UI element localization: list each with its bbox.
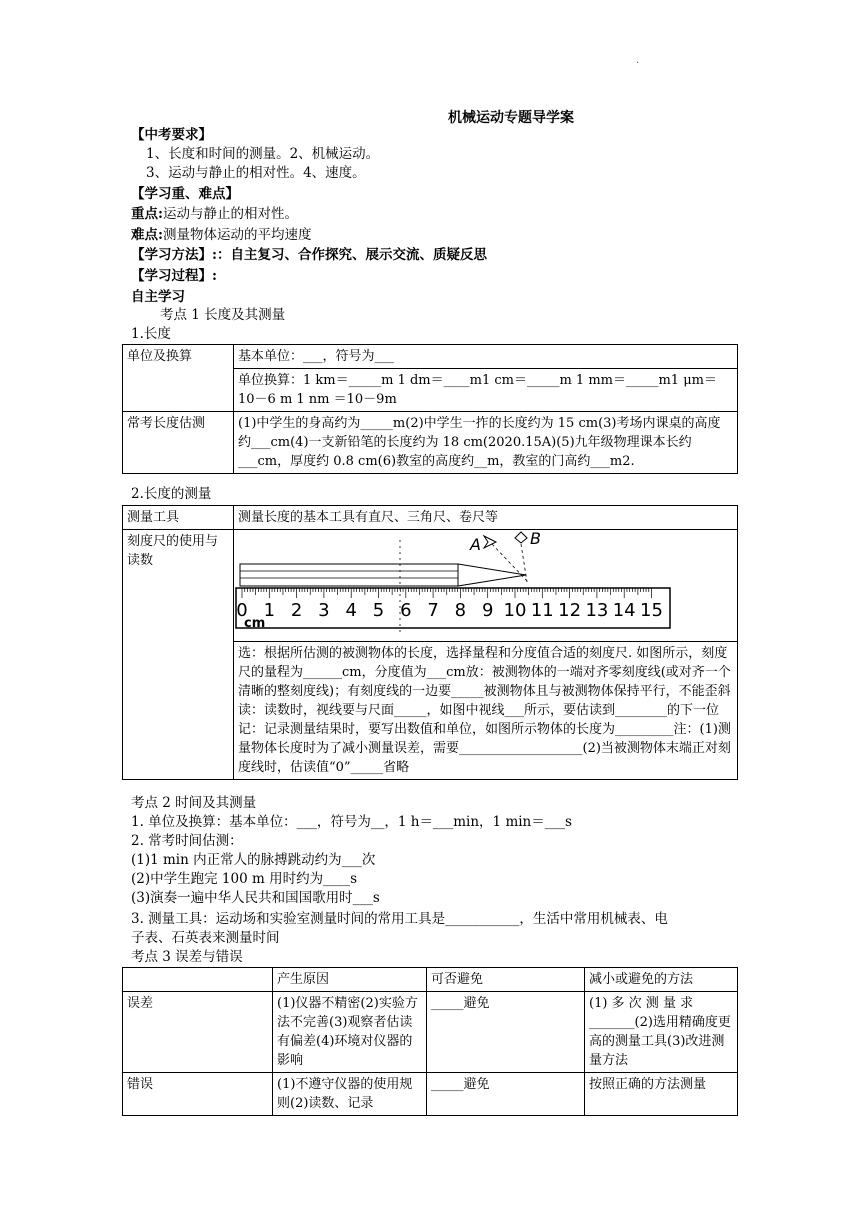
ruler-instructions-cell: 选：根据所估测的被测物体的长度，选择量程和分度值合适的刻度尺. 如图所示，刻度尺的量程为______cm，分度值为___cm放：被测物体的一端对齐零刻度线(或对齐一个清晰的整刻度线)；有刻度线的一边要_____被测物体且与被测物体保持平行，不能歪斜读：读数时，视线要与尺面_____，如图中视线___所示，要估读到________的下一位记：记录测量结果时，要写出数值和单位，如图所示物体的长度为_________注：(1)测量物体长度时为了减小测量误差，需要___________________(2)当被测物体末端正对刻度线时，估读值“0”_____省略 [234, 642, 738, 780]
ruler-figure [234, 530, 734, 635]
eye-b-icon [515, 532, 527, 543]
kp2-line-5: (3)演奏一遍中华人民共和国国歌用时___s [131, 890, 380, 906]
table-row [123, 506, 738, 530]
ruler-number: 13 [585, 600, 609, 621]
section-measure: 2.长度的测量 [131, 486, 212, 502]
unit-conversion-cell: 单位换算：1 km＝_____m 1 dm＝____m1 cm＝_____m 1 mm＝_____m1 μm＝10－6 m 1 nm ＝10－9m [234, 369, 738, 412]
section-length: 1.长度 [131, 326, 171, 342]
difficult-text: 测量物体运动的平均速度 [162, 227, 312, 243]
kp3-title: 考点 3 误差与错误 [131, 949, 243, 965]
kp2-line-1: 1. 单位及换算：基本单位：___，符号为__，1 h＝___min，1 min＝___s [131, 814, 572, 830]
difficult-label: 难点: [131, 227, 163, 243]
mistake-label: 错误 [123, 1073, 273, 1116]
keypoints-heading: 【学习重、难点】 [131, 186, 239, 202]
ruler-number: 2 [290, 600, 303, 621]
table-row [123, 530, 738, 642]
error-cause: (1)仪器不精密(2)实验方法不完善(3)观察者估读有偏差(4)环境对仪器的影响 [273, 992, 427, 1073]
ruler-number: 3 [318, 600, 330, 621]
error-table [122, 967, 738, 1116]
ruler-number: 10 [503, 600, 527, 621]
ruler-figure-cell [234, 530, 738, 642]
kp2-line-7: 子表、石英表来测量时间 [131, 930, 280, 946]
key-point [131, 205, 298, 224]
mistake-cause: (1)不遵守仪器的使用规则(2)读数、记录 [273, 1073, 427, 1116]
self-study-heading: 自主学习 [131, 289, 185, 305]
ruler-number: 12 [558, 600, 582, 621]
ruler [236, 530, 670, 635]
method-line: 【学习方法】:：自主复习、合作探究、展示交流、质疑反思 [131, 247, 487, 263]
base-unit-cell: 基本单位：___，符号为___ [234, 345, 738, 369]
ruler-number: 4 [345, 600, 357, 621]
requirements-line-2: 3、运动与静止的相对性。4、速度。 [146, 165, 366, 181]
key-text: 运动与静止的相对性。 [162, 206, 298, 222]
kp2-line-4: (2)中学生跑完 100 m 用时约为____s [131, 871, 357, 887]
length-estimation-cell: (1)中学生的身高约为_____m(2)中学生一拃的长度约为 15 cm(3)考场内课桌的高度约___cm(4)一支新铅笔的长度约为 18 cm(2020.15A)(5)九年级物理课本长约___cm，厚度约 0.8 cm(6)教室的高度约__m，教室的门高约___m2. [234, 412, 738, 474]
corner-dot: · [636, 58, 640, 69]
table-row [123, 345, 738, 369]
error-method: (1) 多 次 测 量 求_______(2)选用精确度更高的测量工具(3)改进测量方法 [585, 992, 738, 1073]
key-label: 重点: [131, 206, 163, 222]
sight-line-b [521, 544, 527, 582]
ruler-number: 11 [530, 600, 554, 621]
requirements-heading: 【中考要求】 [131, 127, 212, 143]
kp2-title: 考点 2 时间及其测量 [131, 795, 257, 811]
table-row [123, 1073, 738, 1116]
ruler-usage-label: 刻度尺的使用与读数 [123, 530, 234, 780]
tool-label: 测量工具 [123, 506, 234, 530]
ruler-unit-label: cm [244, 616, 266, 631]
header-cell: 减小或避免的方法 [585, 968, 738, 992]
kp2-line-2: 2. 常考时间估测： [131, 833, 243, 849]
kp2-line-3: (1)1 min 内正常人的脉搏跳动约为___次 [131, 852, 376, 868]
eye-a-label: A [470, 535, 481, 554]
ruler-number: 15 [640, 600, 663, 621]
measurement-table [122, 505, 738, 780]
header-cell: 可否避免 [427, 968, 585, 992]
ruler-number: 7 [427, 600, 439, 621]
ruler-number: 8 [454, 600, 467, 621]
unit-conversion-label: 单位及换算 [123, 345, 234, 412]
eye-b-label: B [530, 530, 541, 548]
ruler-number: 0 [236, 600, 248, 621]
ruler-number: 9 [481, 600, 494, 621]
ruler-number: 6 [400, 600, 412, 621]
length-estimation-label: 常考长度估测 [123, 412, 234, 474]
process-heading: 【学习过程】: [131, 268, 217, 284]
kp2-line-6: 3. 测量工具：运动场和实验室测量时间的常用工具是___________，生活中常用机械表、电 [131, 911, 668, 927]
error-avoid: _____避免 [427, 992, 585, 1073]
page-title: 机械运动专题导学案 [448, 110, 574, 126]
ruler-number: 5 [372, 600, 385, 621]
tool-cell: 测量长度的基本工具有直尺、三角尺、卷尺等 [234, 506, 738, 530]
table-row [123, 968, 738, 992]
error-label: 误差 [123, 992, 273, 1073]
header-cell [123, 968, 273, 992]
object-tip [458, 564, 526, 586]
measured-object [240, 564, 458, 586]
header-cell: 产生原因 [273, 968, 427, 992]
table-row [123, 412, 738, 474]
mistake-method: 按照正确的方法测量 [585, 1073, 738, 1116]
length-table [122, 344, 738, 474]
requirements-line-1: 1、长度和时间的测量。2、机械运动。 [146, 146, 380, 162]
mistake-avoid: _____避免 [427, 1073, 585, 1116]
ruler-number: 1 [263, 600, 276, 621]
eye-a-icon [484, 536, 496, 548]
table-row [123, 992, 738, 1073]
difficult-point [131, 226, 311, 245]
kp1-title: 考点 1 长度及其测量 [160, 307, 286, 323]
ruler-number: 14 [612, 600, 636, 621]
